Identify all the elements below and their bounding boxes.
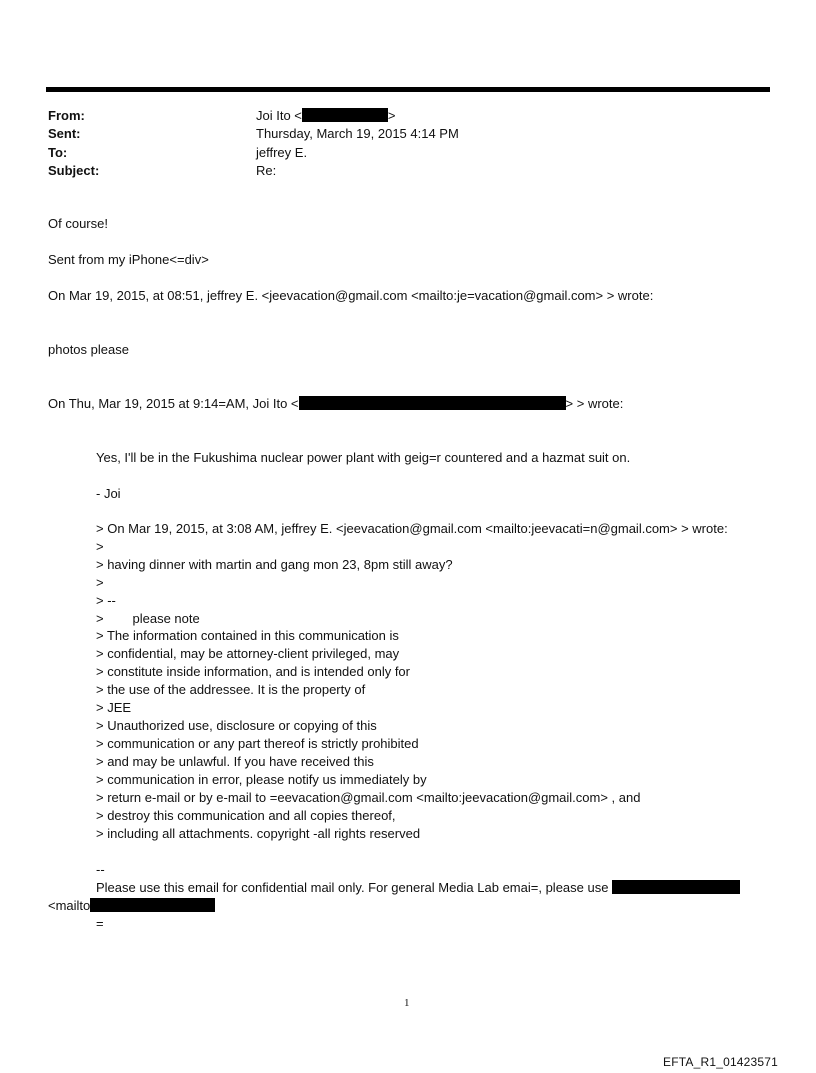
signature-line	[96, 880, 740, 896]
quote-line: > On Mar 19, 2015, at 3:08 AM, jeffrey E. <jeevacation@gmail.com <mailto:jeevacati=n@gmail.com> > wrote:	[96, 521, 728, 536]
quote-line: > including all attachments. copyright -all rights reserved	[96, 826, 421, 841]
document-id: EFTA_R1_01423571	[663, 1055, 779, 1069]
sent-value: Thursday, March 19, 2015 4:14 PM	[256, 126, 459, 141]
quote-line: > communication or any part thereof is strictly prohibited	[96, 736, 419, 751]
quote-line: > the use of the addressee. It is the property of	[96, 682, 366, 697]
quote-line: > --	[96, 593, 116, 608]
body-line	[48, 396, 623, 412]
quote-line: > and may be unlawful. If you have received this	[96, 754, 374, 769]
body-line: On Mar 19, 2015, at 08:51, jeffrey E. <jeevacation@gmail.com <mailto:je=vacation@gmail.com> > wrote:	[48, 288, 654, 303]
redaction-box	[612, 880, 740, 894]
quote-line: > please note	[96, 611, 200, 626]
quote-intro-tail: > > wrote:	[565, 396, 624, 411]
quote-intro: On Thu, Mar 19, 2015 at 9:14=AM, Joi Ito <	[48, 396, 299, 411]
quote-line: > Unauthorized use, disclosure or copying of this	[96, 718, 377, 733]
header-rule	[46, 87, 770, 92]
body-line: Sent from my iPhone<=div>	[48, 252, 209, 267]
redaction-box	[302, 108, 388, 122]
sent-label: Sent:	[48, 126, 81, 141]
redaction-box	[299, 396, 566, 410]
quote-line: > The information contained in this communication is	[96, 628, 399, 643]
quote-line: > communication in error, please notify us immediately by	[96, 772, 427, 787]
redaction-box	[90, 898, 215, 912]
body-line: photos please	[48, 342, 129, 357]
from-name: Joi Ito <	[256, 108, 302, 123]
quote-line: >	[96, 539, 104, 554]
from-label: From:	[48, 108, 85, 123]
quote-line: Yes, I'll be in the Fukushima nuclear power plant with geig=r countered and a hazmat suit on.	[96, 450, 631, 465]
page-number: 1	[404, 997, 410, 1009]
quote-line: > confidential, may be attorney-client privileged, may	[96, 646, 400, 661]
quote-line: > constitute inside information, and is intended only for	[96, 664, 410, 679]
quote-line: > destroy this communication and all copies thereof,	[96, 808, 396, 823]
quote-line: >	[96, 575, 104, 590]
signature-text: Please use this email for confidential mail only. For general Media Lab emai=, please use	[96, 880, 609, 895]
subject-label: Subject:	[48, 163, 100, 178]
quote-line: - Joi	[96, 486, 121, 501]
quote-line: > having dinner with martin and gang mon 23, 8pm still away?	[96, 557, 453, 572]
signature-mailto	[48, 898, 215, 914]
subject-value: Re:	[256, 163, 277, 178]
from-tail: >	[387, 108, 396, 123]
quote-line: > return e-mail or by e-mail to =eevacation@gmail.com <mailto:jeevacation@gmail.com> , and	[96, 790, 641, 805]
to-value: jeffrey E.	[256, 145, 308, 160]
quote-line: > JEE	[96, 700, 132, 715]
to-label: To:	[48, 145, 68, 160]
signature-eq: =	[96, 916, 104, 931]
from-value	[256, 108, 395, 124]
body-line: Of course!	[48, 216, 108, 231]
signature-dashes: --	[96, 862, 105, 877]
mailto-text: <mailto	[48, 898, 91, 913]
